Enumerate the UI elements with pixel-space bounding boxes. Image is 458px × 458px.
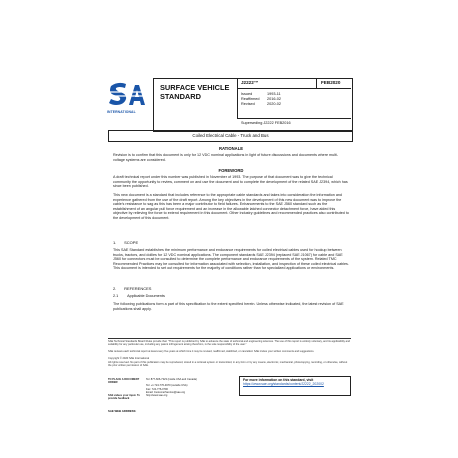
order-contact-info: [108, 378, 238, 400]
section-title: REFERENCES: [124, 286, 152, 291]
contact-label: TO PLACE A DOCUMENT ORDER:: [108, 378, 140, 385]
sae-logo-icon: [108, 80, 148, 110]
contact-value[interactable]: http://www.sae.org: [146, 394, 168, 398]
logo-subtitle: INTERNATIONAL: [107, 110, 136, 114]
document-date: FEB2020: [321, 80, 341, 85]
references-heading: [113, 286, 151, 291]
section-title: SCOPE: [124, 240, 139, 245]
header-divider: [316, 78, 317, 88]
subsection-number: 2.1: [113, 294, 119, 298]
contact-value: Tel: 877-606-7323 (inside USA and Canada): [146, 378, 197, 381]
legal-notice-3: All rights reserved. No part of this publication may be reproduced, stored in a retrieval system or transmitted, in any form or by any means, electronic, mechanical, photocopying, recording, or otherwise, without the prior written permission of SAE.: [108, 361, 348, 368]
date-label: Revised: [241, 102, 255, 106]
date-label: Reaffirmed: [241, 97, 260, 101]
date-value: 1993-11: [267, 92, 281, 96]
date-label: Issued: [241, 92, 253, 96]
scope-text: This SAE Standard establishes the minimum performance and endurance requirements for coiled electrical cables used for hookup between trucks, tractors, and dollies for 12 VDC nominal applications. The component standards SAE J2394 (replaced SAE J1067) for cable and SAE J560 for connectors must be consulted to determine the complete performance and endurance requirements of the system. Related TMC Recommended Practices may be consulted for information associated with selection, installation, and inspection of these coiled electrical cables. This document is intended to set out requirements for the majority of conditions rather than for specialized applications or environments.: [113, 248, 349, 271]
header-divider: [237, 118, 351, 119]
subsection-title: Applicable Documents: [127, 294, 165, 298]
contact-value: Fax: 724-776-0790: [146, 387, 168, 391]
title-line-1: SURFACE VEHICLE: [160, 83, 230, 92]
references-text: The following publications form a part of this specification to the extent specified herein. Unless otherwise indicated, the latest revision of SAE publications shall apply.: [113, 302, 344, 311]
date-value: 2016-02: [267, 97, 281, 101]
date-row-revised: [241, 102, 281, 107]
header-divider: [237, 88, 351, 89]
rationale-text: Revision is to confirm that this document is only for 12 VDC nominal applications in light of future discussions and documents where multi-voltage systems are considered.: [113, 153, 339, 162]
applicable-documents-heading: [113, 294, 165, 298]
date-value: 2020-02: [267, 102, 281, 106]
contact-row: [108, 394, 238, 400]
more-info-title: For more information on this standard, visit: [243, 378, 314, 382]
foreword-paragraph-2: This new document is a standard that includes reference to the appropriate cable standards and takes into consideration the information and experience gathered from the use of the draft report. Among the key objectives in the development of this new document was to improve the cable's resistance to sag as this has been a major contributor to field failures. Enhancements to the SAE J560 standard such as the establishment of an angular pull force requirement and an increase in the allowable latched connector detachment force, have aided this objective by relieving the force to extend requirement in this document. Other industry guidelines and recommended practices also contributed to the development of this document.: [113, 193, 349, 220]
web-address-label: SAE WEB ADDRESS:: [108, 409, 137, 413]
document-type-title: [160, 84, 235, 102]
copyright-notice: Copyright © 2020 SAE International: [108, 357, 150, 360]
contact-value: Tel: +1 724-776-4970 (outside USA): [146, 384, 188, 388]
scope-heading: [113, 240, 138, 245]
foreword-paragraph-1: A draft technical report under this number was published in November of 1993. The purpose of that document was to give the technical community the opportunity to review, comment on and use the document and to complete the development of the related SAE J2394, which has since been published.: [113, 175, 348, 189]
document-id: J2222™: [241, 80, 259, 85]
section-number: 1.: [113, 240, 117, 245]
more-info-box: [239, 376, 351, 396]
standard-link[interactable]: https://www.sae.org/standards/content/J2222_202002: [243, 382, 324, 387]
revision-dates: [241, 92, 281, 107]
contact-value: Email: CustomerService@sae.org: [146, 390, 186, 394]
header-divider: [237, 78, 238, 118]
foreword-heading: FOREWORD: [218, 168, 244, 173]
legal-notice-2: SAE reviews each technical report at least every five years at which time it may be revised, reaffirmed, stabilized, or cancelled. SAE invites your written comments and suggestions.: [108, 350, 315, 353]
footer-divider: [108, 338, 351, 339]
contact-label: SAE values your input. To provide feedback: [108, 394, 140, 401]
supersedes-note: Superseding J2222 FEB2016: [241, 121, 291, 125]
title-line-2: STANDARD: [160, 91, 201, 101]
section-number: 2.: [113, 286, 117, 291]
legal-notice-1: SAE Technical Standards Board Rules provide that: "This report is published by SAE to advance the state of technical and engineering sciences. The use of this report is entirely voluntary, and its applicability and suitability for any particular use, including any patent infringement arising therefrom, is the sole responsibility of the user.": [108, 340, 350, 347]
rationale-heading: RATIONALE: [218, 146, 244, 151]
document-title: Coiled Electrical Cable - Truck and Bus: [108, 130, 353, 142]
